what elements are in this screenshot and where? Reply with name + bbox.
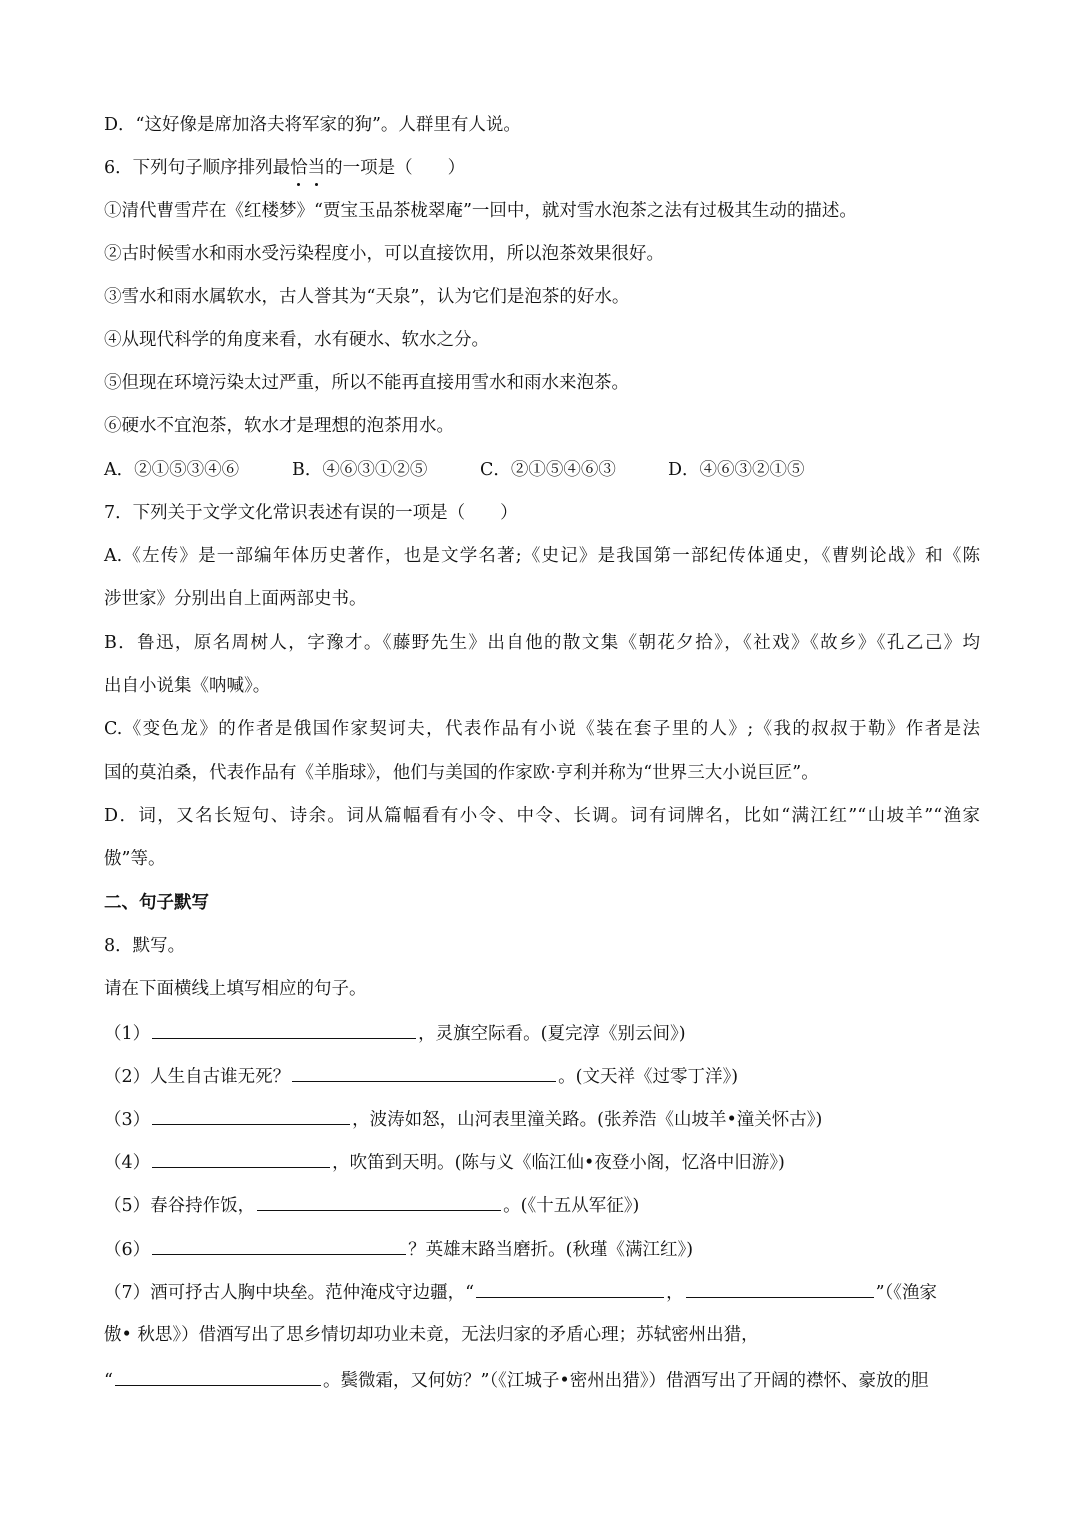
q6-options [104, 457, 980, 483]
item-number: （2） [104, 1067, 151, 1087]
item-number: （4） [104, 1153, 151, 1173]
item-number: （6） [104, 1240, 151, 1260]
q7-option-c-line2: 国的莫泊桑，代表作品有《羊脂球》，他们与美国的作家欧·亨利并称为“世界三大小说巨匠”。 [104, 763, 819, 783]
section-heading: 二、句子默写 [104, 893, 209, 913]
q6-sentence-6: ⑥硬水不宜泡茶，软水才是理想的泡茶用水。 [104, 416, 454, 436]
fill-blank-7c[interactable] [115, 1366, 321, 1386]
q6-stem-suffix: 的一项是（ ） [325, 158, 466, 178]
fill-blank-2[interactable] [292, 1062, 556, 1082]
item-text: 春谷持作饭， [150, 1196, 256, 1216]
q6-option-d: D．④⑥③②①⑤ [668, 460, 805, 480]
item-text: ，灵旗空际看。(夏完淳《别云间》) [418, 1024, 686, 1044]
item-text: ， [666, 1283, 684, 1303]
q7-option-d-line1: D．词，又名长短句、诗余。词从篇幅看有小令、中令、长调。词有词牌名，比如“满江红”“山坡羊”“渔家 [104, 806, 980, 826]
q8-item-7-line1 [104, 1278, 980, 1306]
item-text: 。(文天祥《过零丁洋》) [558, 1067, 739, 1087]
q6-sentence-2: ②古时候雪水和雨水受污染程度小，可以直接饮用，所以泡茶效果很好。 [104, 244, 664, 264]
item-number: （3） [104, 1110, 151, 1130]
item-text: ”（《渔家 [875, 1283, 938, 1303]
item-text: ，波涛如怒，山河表里潼关路。(张养浩《山坡羊•潼关怀古》) [352, 1110, 823, 1130]
q8-item-5 [104, 1191, 980, 1219]
q8-item-6 [104, 1235, 980, 1263]
item-text: 人生自古谁无死？ [150, 1067, 291, 1087]
fill-blank-3[interactable] [152, 1105, 350, 1125]
fill-blank-1[interactable] [152, 1019, 416, 1039]
q7-option-b-line2: 出自小说集《呐喊》。 [104, 676, 271, 696]
q6-sentence-4: ④从现代科学的角度来看，水有硬水、软水之分。 [104, 330, 489, 350]
q6-emphasis-char-1: 恰 [290, 155, 308, 181]
q6-sentence-1: ①清代曹雪芹在《红楼梦》“贾宝玉品茶栊翠庵”一回中，就对雪水泡茶之法有过极其生动的描述。 [104, 201, 857, 221]
item-text: 。(《十五从军征》) [503, 1196, 640, 1216]
fill-blank-7a[interactable] [476, 1278, 664, 1298]
fill-blank-4[interactable] [152, 1148, 330, 1168]
item-text: “ [104, 1371, 113, 1391]
q8-instruction: 请在下面横线上填写相应的句子。 [104, 979, 367, 999]
q8-item-2 [104, 1062, 980, 1090]
item-text: 酒可抒古人胸中块垒。范仲淹戍守边疆，“ [150, 1283, 475, 1303]
q8-item-1 [104, 1019, 980, 1047]
q7-option-a-line2: 涉世家》分别出自上面两部史书。 [104, 589, 367, 609]
fill-blank-7b[interactable] [686, 1278, 874, 1298]
q7-option-a-line1: A.《左传》是一部编年体历史著作，也是文学名著;《史记》是我国第一部纪传体通史，《曹刿论战》和《陈 [104, 546, 980, 566]
q8-item-4 [104, 1148, 980, 1176]
q8-item-3 [104, 1105, 980, 1133]
item-number: （7） [104, 1283, 151, 1303]
fill-blank-5[interactable] [257, 1191, 501, 1211]
item-number: （1） [104, 1024, 151, 1044]
q5-option-d: D．“这好像是席加洛夫将军家的狗”。人群里有人说。 [104, 115, 521, 135]
q6-option-c: C．②①⑤④⑥③ [480, 460, 616, 480]
q7-option-b-line1: B．鲁迅，原名周树人，字豫才。《藤野先生》出自他的散文集《朝花夕拾》，《社戏》《故乡》《孔乙己》均 [104, 633, 980, 653]
q8-stem: 8．默写。 [104, 936, 186, 956]
q6-stem-prefix: 6．下列句子顺序排列最 [104, 158, 291, 178]
fill-blank-6[interactable] [152, 1235, 406, 1255]
item-text: ，吹笛到天明。(陈与义《临江仙•夜登小阁，忆洛中旧游》) [332, 1153, 785, 1173]
q6-option-a: A．②①⑤③④⑥ [104, 460, 240, 480]
q7-option-c-line1: C.《变色龙》的作者是俄国作家契诃夫，代表作品有小说《装在套子里的人》;《我的叔叔于勒》作者是法 [104, 719, 980, 739]
q6-option-b: B．④⑥③①②⑤ [292, 460, 428, 480]
q6-stem [104, 155, 980, 181]
q7-stem: 7．下列关于文学文化常识表述有误的一项是（ ） [104, 503, 518, 523]
q7-option-d-line2: 傲”等。 [104, 849, 166, 869]
q8-item-7-line2: 傲• 秋思》）借酒写出了思乡情切却功业未竟，无法归家的矛盾心理；苏轼密州出猎， [104, 1325, 759, 1345]
item-text: ？英雄末路当磨折。(秋瑾《满江红》) [408, 1240, 694, 1260]
q6-emphasis-char-2: 当 [308, 155, 326, 181]
item-text: 。鬓微霜，又何妨？”（《江城子•密州出猎》）借酒写出了开阔的襟怀、豪放的胆 [322, 1371, 929, 1391]
q6-sentence-5: ⑤但现在环境污染太过严重，所以不能再直接用雪水和雨水来泡茶。 [104, 373, 629, 393]
item-number: （5） [104, 1196, 151, 1216]
q6-sentence-3: ③雪水和雨水属软水，古人誉其为“天泉”，认为它们是泡茶的好水。 [104, 287, 630, 307]
q8-item-7-line3 [104, 1366, 980, 1394]
